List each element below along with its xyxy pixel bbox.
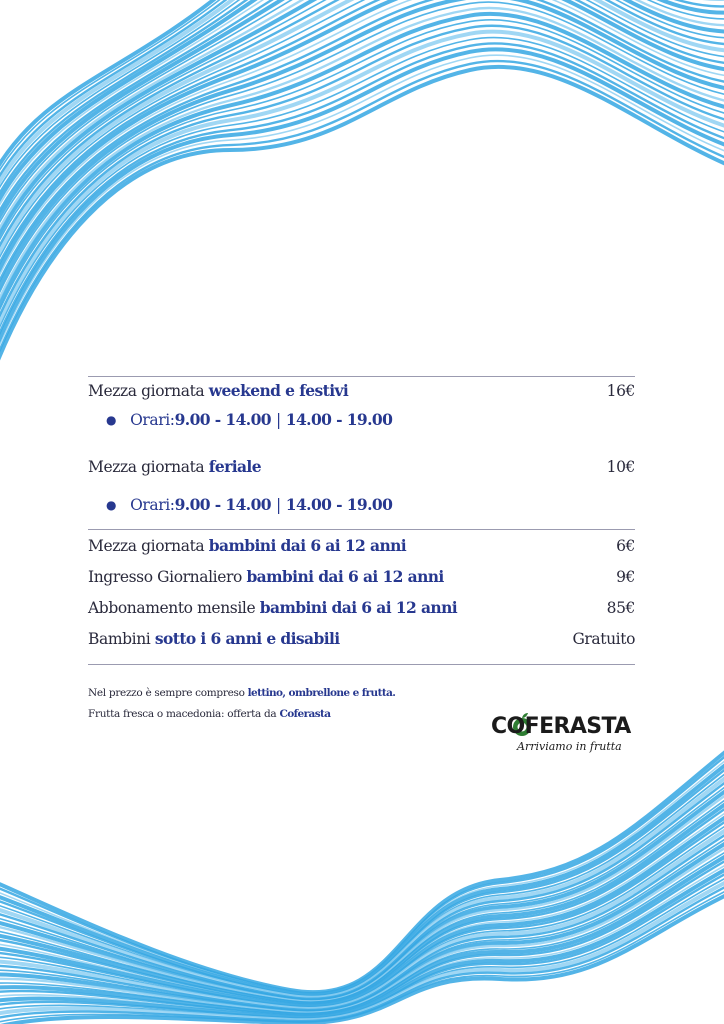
logo-wordmark: COFERASTA: [491, 714, 631, 739]
divider-middle: [88, 529, 635, 530]
logo-tagline: Arriviamo in frutta: [517, 740, 622, 753]
top-wave-pattern: [0, 0, 724, 380]
footer-note-fruit: Frutta fresca o macedonia: offerta da Coferasta: [88, 708, 331, 720]
coferasta-logo: [491, 712, 637, 758]
bullet-icon: ●: [106, 413, 117, 427]
price-list: [88, 376, 635, 720]
row-label: Bambini sotto i 6 anni e disabili: [88, 629, 340, 648]
price-row-kids-half: [88, 536, 635, 555]
row-price: 16€: [606, 382, 635, 400]
price-row-feriale: [88, 457, 635, 476]
price-row-free: [88, 629, 635, 648]
bullet-icon: ●: [106, 498, 117, 512]
row-label: Mezza giornata bambini dai 6 ai 12 anni: [88, 536, 407, 555]
row-label: Ingresso Giornaliero bambini dai 6 ai 12 anni: [88, 567, 444, 586]
price-row-kids-monthly: [88, 598, 635, 617]
price-row-kids-daily: [88, 567, 635, 586]
hours-item: ● Orari: 9.00 - 14.00 | 14.00 - 19.00: [106, 495, 393, 514]
row-price: 6€: [616, 537, 635, 555]
divider-top: [88, 376, 635, 377]
footer-note-included: Nel prezzo è sempre compreso lettino, ombrellone e frutta.: [88, 687, 396, 699]
row-price: Gratuito: [572, 630, 635, 648]
row-price: 85€: [606, 599, 635, 617]
row-label: Abbonamento mensile bambini dai 6 ai 12 anni: [88, 598, 458, 617]
row-label: Mezza giornata weekend e festivi: [88, 381, 349, 400]
hours-item: ● Orari: 9.00 - 14.00 | 14.00 - 19.00: [106, 410, 393, 429]
row-price: 9€: [616, 568, 635, 586]
row-label: Mezza giornata feriale: [88, 457, 261, 476]
bottom-wave-pattern: [0, 740, 724, 1024]
divider-bottom: [88, 664, 635, 665]
row-price: 10€: [606, 458, 635, 476]
price-row-weekend: [88, 381, 635, 400]
